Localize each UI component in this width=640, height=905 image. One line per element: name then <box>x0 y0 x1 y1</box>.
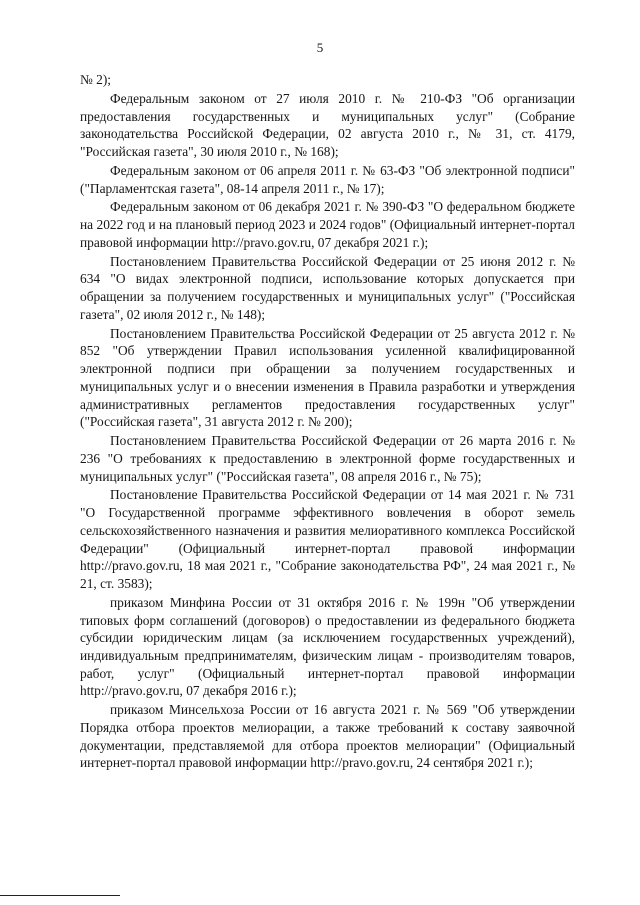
paragraph-federal-law-63: Федеральным законом от 06 апреля 2011 г. № 63-ФЗ "Об электронной подписи" ("Парламентская газета", 08-14 апреля 2011 г., № 17); <box>80 162 575 196</box>
paragraph-resolution-634: Постановлением Правительства Российской Федерации от 25 июня 2012 г. № 634 "О видах электронной подписи, использование которых допускается при обращении за получением государственных и муниципальных услуг" ("Российская газета", 02 июля 2012 г., № 148); <box>80 253 575 322</box>
paragraph-federal-law-210: Федеральным законом от 27 июля 2010 г. № 210-ФЗ "Об организации предоставления государственных и муниципальных услуг" (Собрание законодательства Российской Федерации, 02 августа 2010 г., № 31, ст. 4179, "Российская газета", 30 июля 2010 г., № 168); <box>80 90 575 159</box>
page-number: 5 <box>316 40 324 55</box>
paragraph-federal-law-390: Федеральным законом от 06 декабря 2021 г. № 390-ФЗ "О федеральном бюджете на 2022 год и на плановый период 2023 и 2024 годов" (Официальный интернет-портал правовой информации http://pravo.gov.ru, 07 декабря 2021 г.); <box>80 199 575 250</box>
paragraph-resolution-236: Постановлением Правительства Российской Федерации от 26 марта 2016 г. № 236 "О требованиях к предоставлению в электронной форме государственных и муниципальных услуг" ("Российская газета", 08 апреля 2016 г., № 75); <box>80 433 575 484</box>
paragraph-order-minselkhoz-569: приказом Минсельхоза России от 16 августа 2021 г. № 569 "Об утверждении Порядка отбора проектов мелиорации, а также требований к составу заявочной документации, представляемой для отбора проектов мелиорации" (Официальный интернет-портал правовой информации http://pravo.gov.ru, 24 сентября 2021 г.); <box>80 702 575 771</box>
footer-rule <box>0 895 120 896</box>
paragraph-order-minfin-199n: приказом Минфина России от 31 октября 2016 г. № 199н "Об утверждении типовых форм соглашений (договоров) о предоставлении из федерального бюджета субсидии юридическим лицам (за исключением государственных учреждений), индивидуальным предпринимателям, физическим лицам - производителям товаров, работ, услуг" (Официальный интернет-портал правовой информации http://pravo.gov.ru, 07 декабря 2016 г.); <box>80 594 575 699</box>
document-body <box>80 71 575 773</box>
paragraph-continuation: № 2); <box>80 72 111 87</box>
paragraph-resolution-852: Постановлением Правительства Российской Федерации от 25 августа 2012 г. № 852 "Об утверждении Правил использования усиленной квалифицированной электронной подписи при обращении за получением государственных и муниципальных услуг и о внесении изменения в Правила разработки и утверждения административных регламентов предоставления государственных услуг" ("Российская газета", 31 августа 2012 г. № 200); <box>80 325 575 430</box>
paragraph-resolution-731: Постановление Правительства Российской Федерации от 14 мая 2021 г. № 731 "О Государственной программе эффективного вовлечения в оборот земель сельскохозяйственного назначения и развития мелиоративного комплекса Российской Федерации" (Официальный интернет-портал правовой информации http://pravo.gov.ru, 18 мая 2021 г., "Собрание законодательства РФ", 24 мая 2021 г., № 21, ст. 3583); <box>80 487 575 591</box>
